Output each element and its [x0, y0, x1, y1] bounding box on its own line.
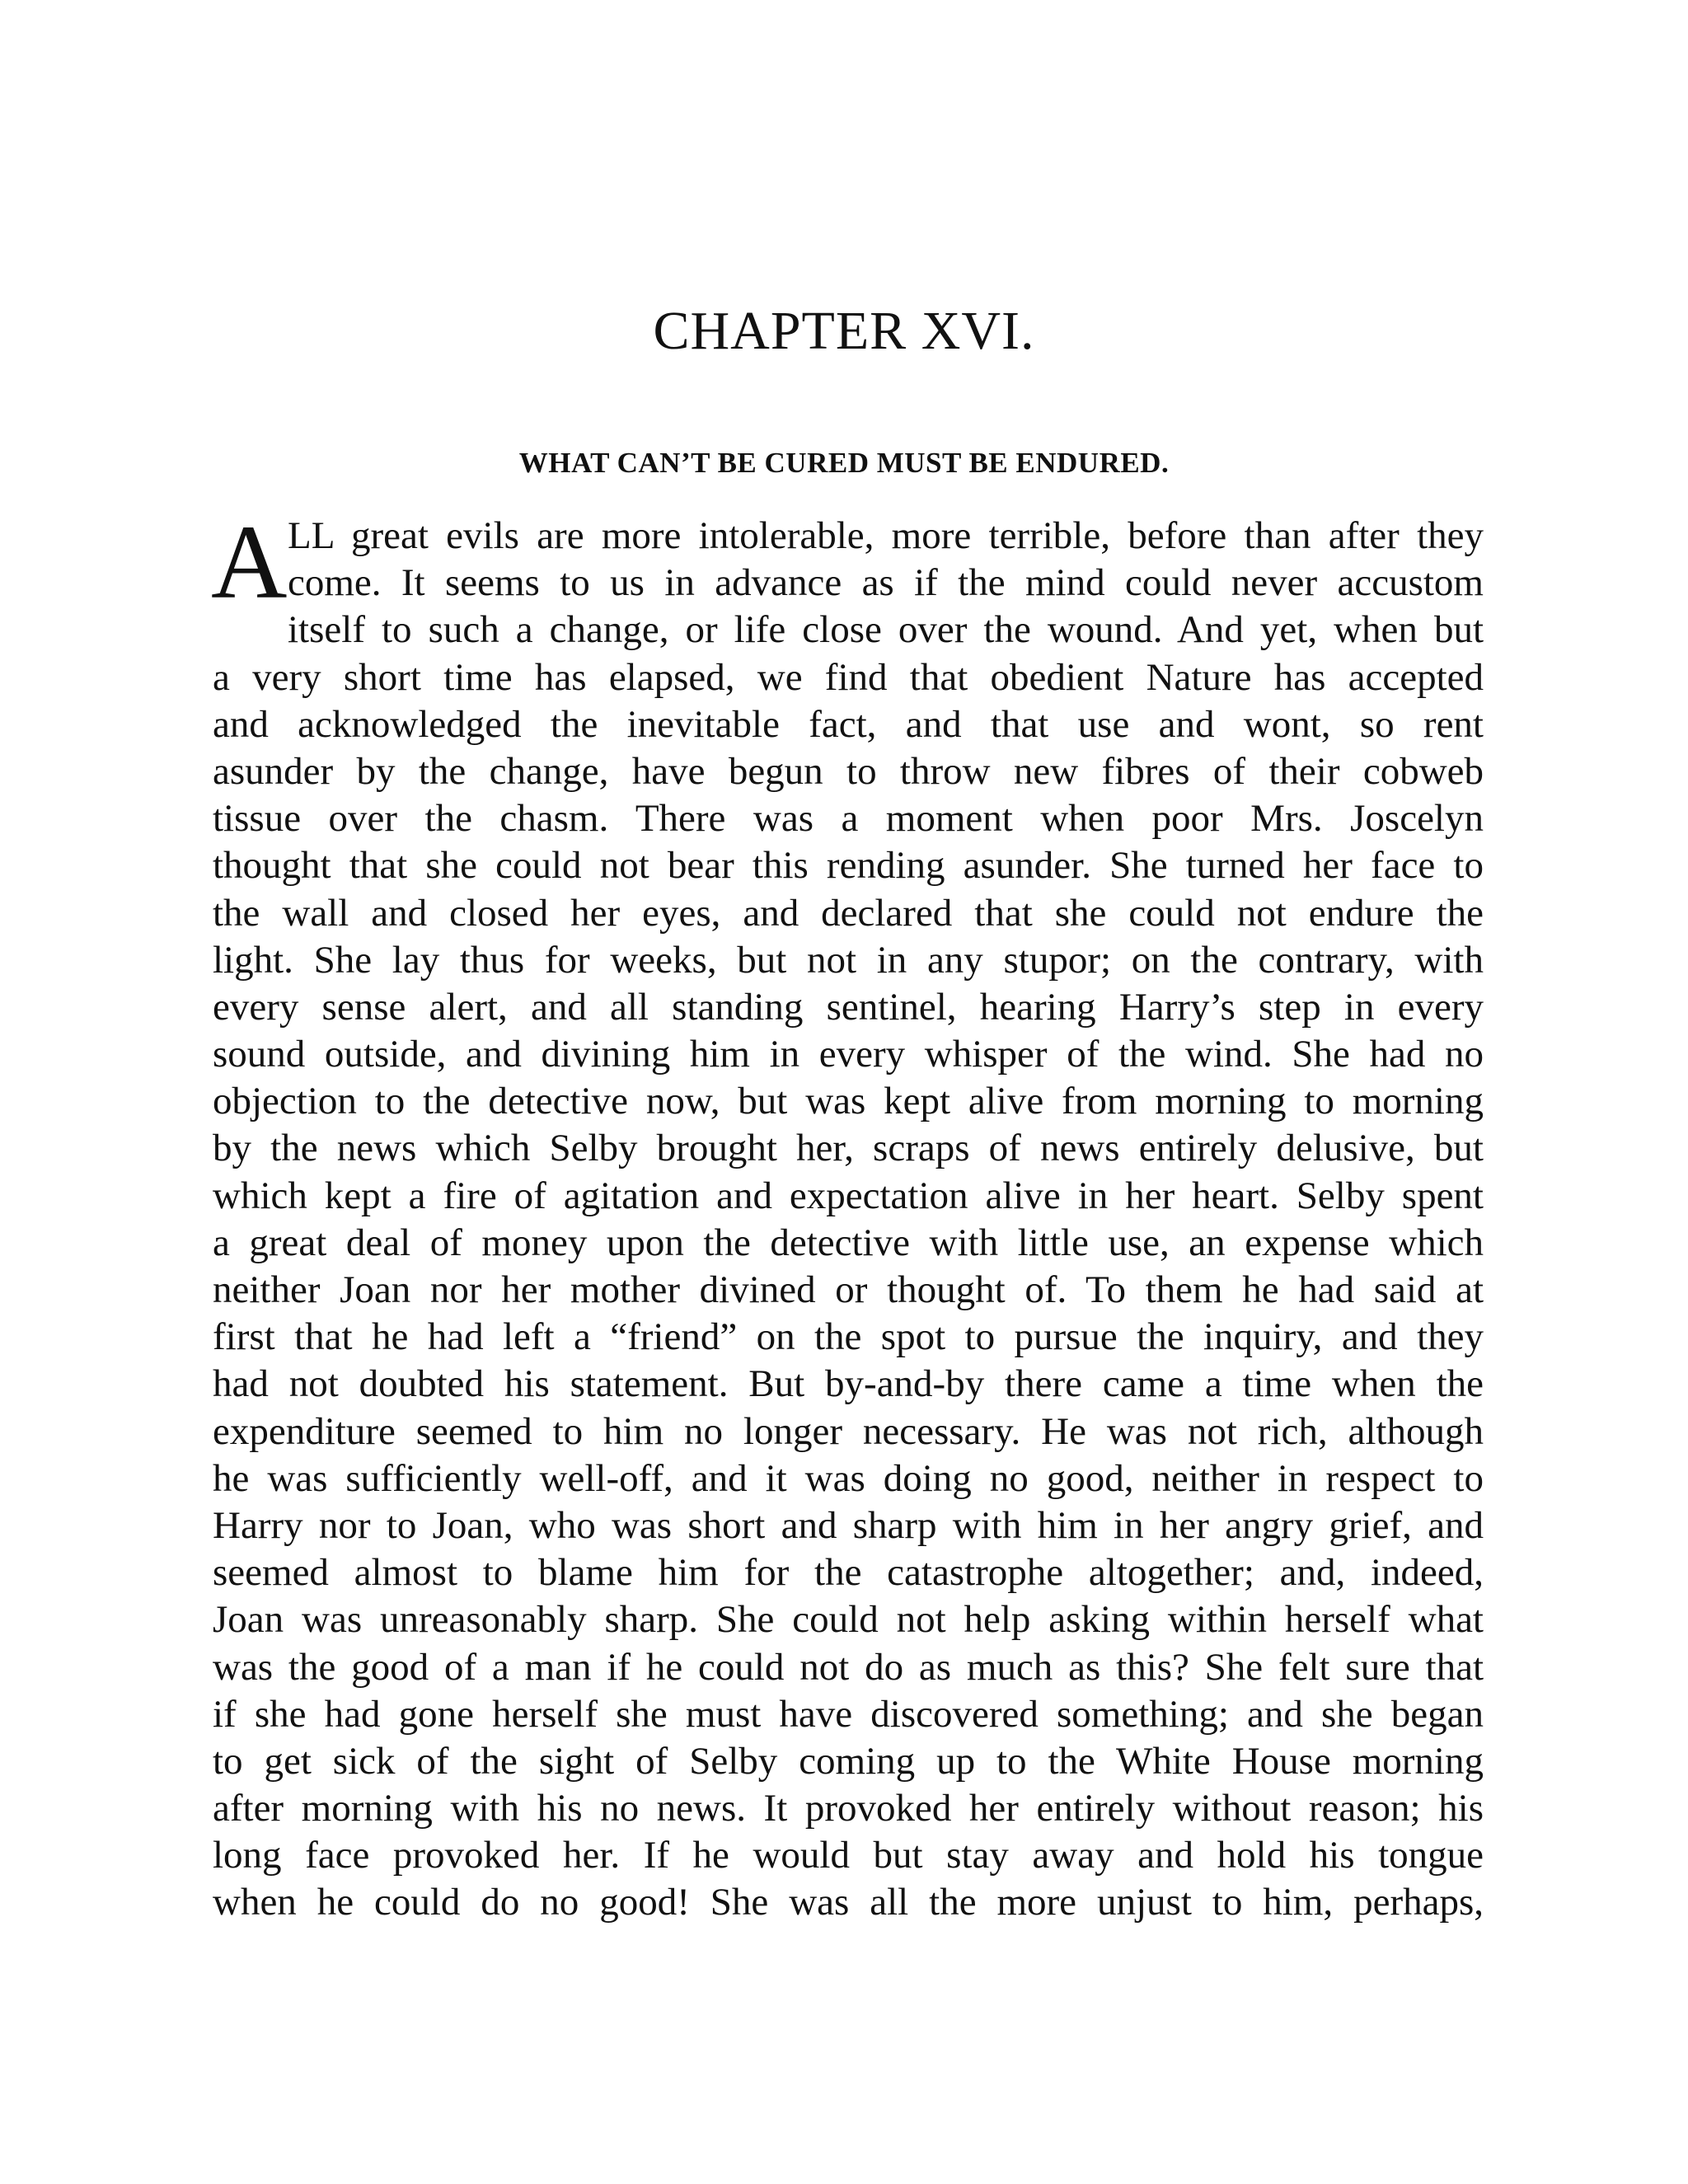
- paragraph-line: objection to the detective now, but was kept alive from morning to morning: [213, 1080, 1484, 1123]
- paragraph-line: expenditure seemed to him no longer necessary. He was not rich, although: [213, 1409, 1484, 1453]
- paragraph-line: long face provoked her. If he would but stay away and hold his tongue: [213, 1834, 1484, 1877]
- paragraph-line: by the news which Selby brought her, scraps of news entirely delusive, but: [213, 1127, 1484, 1170]
- paragraph-line: Joan was unreasonably sharp. She could not help asking within herself what: [213, 1598, 1484, 1642]
- paragraph-line: the wall and closed her eyes, and declared that she could not endure the: [213, 891, 1484, 935]
- paragraph-line: to get sick of the sight of Selby coming up to the White House morning: [213, 1739, 1484, 1783]
- paragraph-line: light. She lay thus for weeks, but not in any stupor; on the contrary, with: [213, 938, 1484, 982]
- paragraph-line: asunder by the change, have begun to throw new fibres of their cobweb: [213, 749, 1484, 793]
- chapter-body-paragraph: [211, 504, 1484, 1927]
- paragraph-line: neither Joan nor her mother divined or thought of. To them he had said at: [213, 1268, 1484, 1311]
- paragraph-line: come. It seems to us in advance as if the mind could never accustom: [288, 561, 1484, 605]
- paragraph-line: had not doubted his statement. But by-and-by there came a time when the: [213, 1362, 1484, 1406]
- paragraph-line: tissue over the chasm. There was a moment when poor Mrs. Joscelyn: [213, 797, 1484, 841]
- paragraph-line: if she had gone herself she must have discovered something; and she began: [213, 1692, 1484, 1736]
- paragraph-line: Harry nor to Joan, who was short and sharp with him in her angry grief, and: [213, 1503, 1484, 1547]
- paragraph-line: was the good of a man if he could not do as much as this? She felt sure that: [213, 1645, 1484, 1689]
- paragraph-line: which kept a fire of agitation and expectation alive in her heart. Selby spent: [213, 1174, 1484, 1217]
- drop-cap-letter: A: [211, 504, 288, 621]
- paragraph-line: and acknowledged the inevitable fact, and that use and wont, so rent: [213, 702, 1484, 746]
- chapter-subtitle: WHAT CAN’T BE CURED MUST BE ENDURED.: [518, 447, 1170, 479]
- paragraph-line: when he could do no good! She was all the more unjust to him, perhaps,: [213, 1881, 1484, 1924]
- chapter-title: CHAPTER XVI.: [653, 301, 1035, 361]
- paragraph-line: seemed almost to blame him for the catastrophe altogether; and, indeed,: [213, 1551, 1484, 1595]
- paragraph-line: after morning with his no news. It provoked her entirely without reason; his: [213, 1787, 1484, 1830]
- paragraph-line: a great deal of money upon the detective with little use, an expense which: [213, 1221, 1484, 1264]
- paragraph-line: a very short time has elapsed, we find that obedient Nature has accepted: [213, 655, 1484, 699]
- paragraph-line: thought that she could not bear this rending asunder. She turned her face to: [213, 844, 1484, 888]
- paragraph-line: he was sufficiently well-off, and it was doing no good, neither in respect to: [213, 1456, 1484, 1500]
- paragraph-line: every sense alert, and all standing sentinel, hearing Harry’s step in every: [213, 985, 1484, 1029]
- paragraph-line: sound outside, and divining him in every whisper of the wind. She had no: [213, 1033, 1484, 1076]
- drop-cap-block: [211, 504, 1484, 621]
- paragraph-line: LL great evils are more intolerable, more terrible, before than after they: [288, 514, 1484, 557]
- paragraph-line: itself to such a change, or life close over the wound. And yet, when but: [288, 608, 1484, 652]
- paragraph-line: first that he had left a “friend” on the spot to pursue the inquiry, and they: [213, 1315, 1484, 1359]
